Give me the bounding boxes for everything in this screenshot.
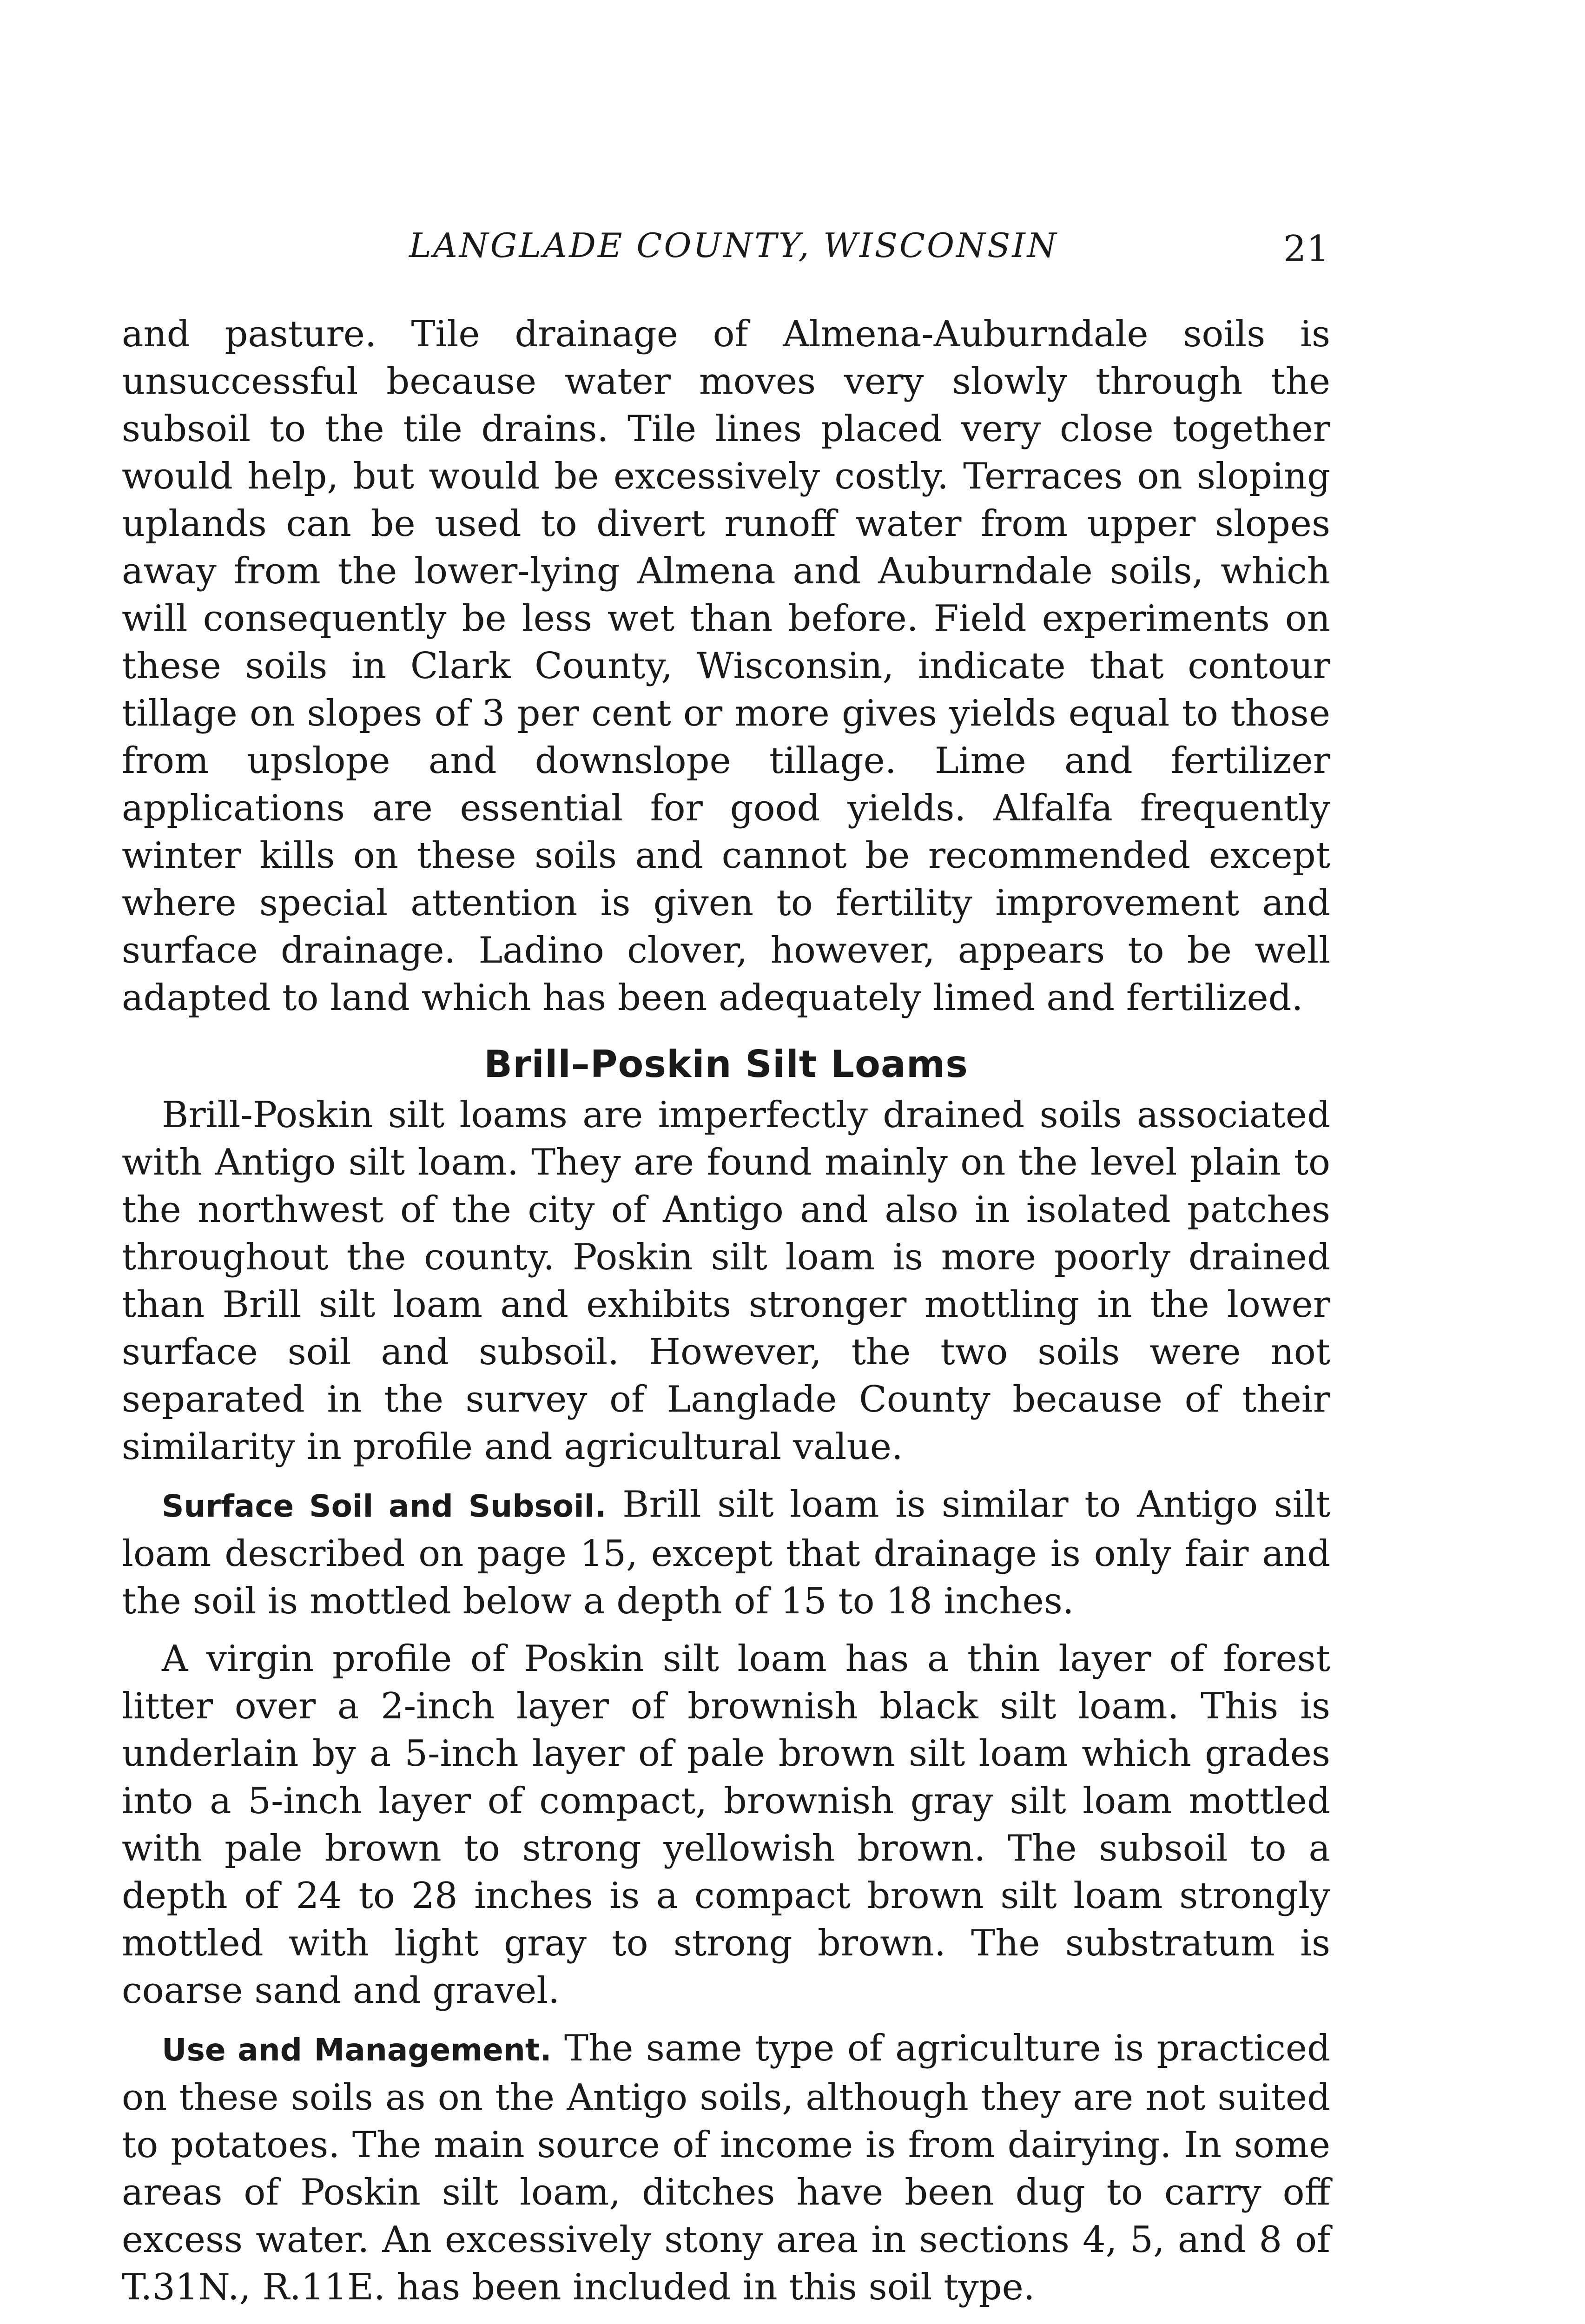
use-management-text: The same type of agriculture is practiced on these soils as on the Antigo soils, although they are not suited to potatoes. The main source of income is from dairying. In some areas of Poskin silt loam, ditches have been dug to carry off excess water. An excessively stony area in sections 4, 5, and 8 of T.31N., R.11E. has been included in this soil type. [122, 2027, 1330, 2308]
running-header [121, 222, 1329, 287]
surface-soil-run-in-heading: Surface Soil and Subsoil. [162, 1488, 607, 1524]
overview-paragraph: Brill-Poskin silt loams are imperfectly drained soils associated with Antigo silt loam. They are found mainly on the level plain to the northwest of the city of Antigo and also in isolated patches throughout the county. Poskin silt loam is more poorly drained than Brill silt loam and exhibits stronger mottling in the lower surface soil and subsoil. However, the two soils were not separated in the survey of Langlade County because of their similarity in profile and agricultural value. [122, 1094, 1330, 1468]
section-heading: Brill–Poskin Silt Loams [484, 1043, 968, 1086]
page-body [122, 310, 1330, 2311]
use-management-paragraph [122, 2025, 1330, 2311]
surface-soil-paragraph [122, 1481, 1330, 1625]
intro-paragraph: and pasture. Tile drainage of Almena-Auburndale soils is unsuccessful because water moves very slowly through the subsoil to the tile drains. Tile lines placed very close together would help, but would be excessively costly. Terraces on sloping uplands can be used to divert runoff water from upper slopes away from the lower-lying Almena and Auburndale soils, which will consequently be less wet than before. Field experiments on these soils in Clark County, Wisconsin, indicate that contour tillage on slopes of 3 per cent or more gives yields equal to those from upslope and downslope tillage. Lime and fertilizer applications are essential for good yields. Alfalfa frequently winter kills on these soils and cannot be recommended except where special attention is given to fertility improvement and surface drainage. Ladino clover, however, appears to be well adapted to land which has been adequately limed and fertilized. [122, 313, 1330, 1019]
running-title: LANGLADE COUNTY, WISCONSIN [409, 226, 1058, 265]
surface-soil-text: Brill silt loam is similar to Antigo silt loam described on page 15, except that drainage is only fair and the soil is mottled below a depth of 15 to 18 inches. [122, 1484, 1330, 1622]
use-management-run-in-heading: Use and Management. [162, 2032, 552, 2068]
virgin-profile-paragraph: A virgin profile of Poskin silt loam has a thin layer of forest litter over a 2-inch layer of brownish black silt loam. This is underlain by a 5-inch layer of pale brown silt loam which grades into a 5-inch layer of compact, brownish gray silt loam mottled with pale brown to strong yellowish brown. The subsoil to a depth of 24 to 28 inches is a compact brown silt loam strongly mottled with light gray to strong brown. The substratum is coarse sand and gravel. [122, 1638, 1330, 2012]
page-number: 21 [1283, 228, 1329, 270]
